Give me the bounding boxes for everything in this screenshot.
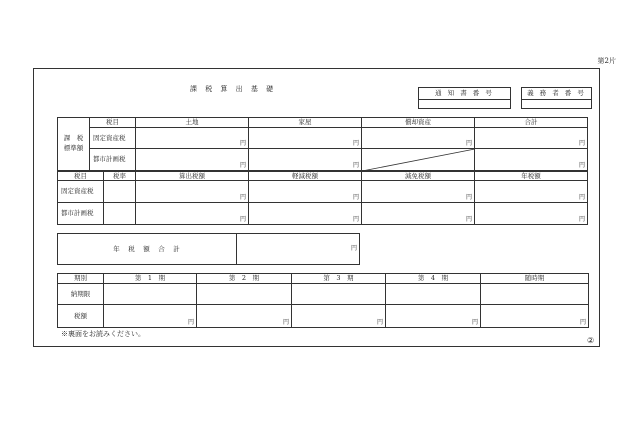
installment-table xyxy=(57,273,589,328)
standard-col-depreciable: 償却資産 xyxy=(362,118,475,128)
annual-total-table xyxy=(57,233,360,265)
note-text: ※裏面をお読みください。 xyxy=(61,330,145,338)
standard-col-total: 合計 xyxy=(475,118,588,128)
yen-unit: 円 xyxy=(475,181,588,203)
annual-total-label: 年 税 額 合 計 xyxy=(58,234,237,265)
yen-unit: 円 xyxy=(249,128,362,149)
amount-label: 税額 xyxy=(58,305,104,328)
page-label: 第2片 xyxy=(597,57,616,65)
yen-unit: 円 xyxy=(481,305,589,328)
standard-tax-item-header: 税目 xyxy=(90,118,136,128)
yen-unit: 円 xyxy=(362,203,475,225)
yen-unit: 円 xyxy=(237,234,360,265)
period-header: 期別 xyxy=(58,274,104,284)
taxpayer-number-box xyxy=(521,87,592,109)
calc-col-computed: 算出税額 xyxy=(136,172,249,181)
yen-unit: 円 xyxy=(475,149,588,171)
yen-unit: 円 xyxy=(104,305,197,328)
calc-col-reduction: 軽減税額 xyxy=(249,172,362,181)
form-title: 課 税 算 出 基 礎 xyxy=(190,85,277,93)
yen-unit: 円 xyxy=(136,149,249,171)
yen-unit: 円 xyxy=(249,181,362,203)
due-date-cell xyxy=(481,284,589,305)
period-1: 第 1 期 xyxy=(104,274,197,284)
rate-cell xyxy=(104,203,136,225)
standard-col-land: 土地 xyxy=(136,118,249,128)
period-4: 第 4 期 xyxy=(386,274,481,284)
page-mark: ② xyxy=(587,336,595,345)
standard-col-house: 家屋 xyxy=(249,118,362,128)
yen-unit: 円 xyxy=(362,128,475,149)
due-date-cell xyxy=(104,284,197,305)
yen-unit: 円 xyxy=(136,181,249,203)
standard-row-city-planning: 都市計画税 xyxy=(90,149,136,171)
yen-unit: 円 xyxy=(362,181,475,203)
calc-col-exemption: 減免税額 xyxy=(362,172,475,181)
yen-unit: 円 xyxy=(386,305,481,328)
yen-unit: 円 xyxy=(292,305,386,328)
calc-row-fixed-asset: 固定資産税 xyxy=(58,181,104,203)
notice-number-box xyxy=(418,87,511,109)
period-occasional: 随時期 xyxy=(481,274,589,284)
yen-unit: 円 xyxy=(475,203,588,225)
due-date-cell xyxy=(386,284,481,305)
notice-number-label: 通 知 書 番 号 xyxy=(419,88,510,100)
yen-unit: 円 xyxy=(197,305,292,328)
calc-rate-header: 税率 xyxy=(104,172,136,181)
calc-row-city-planning: 都市計画税 xyxy=(58,203,104,225)
yen-unit: 円 xyxy=(136,203,249,225)
tax-calc-table xyxy=(57,171,588,225)
yen-unit: 円 xyxy=(249,203,362,225)
calc-col-annual: 年税額 xyxy=(475,172,588,181)
yen-unit: 円 xyxy=(475,128,588,149)
rate-cell xyxy=(104,181,136,203)
diagonal-strike xyxy=(362,149,475,171)
calc-tax-item-header: 税目 xyxy=(58,172,104,181)
taxpayer-number-label: 義 務 者 番 号 xyxy=(522,88,591,100)
period-2: 第 2 期 xyxy=(197,274,292,284)
standard-row-fixed-asset: 固定資産税 xyxy=(90,128,136,149)
period-3: 第 3 期 xyxy=(292,274,386,284)
diagonal-cell xyxy=(362,149,475,171)
due-date-cell xyxy=(197,284,292,305)
tax-standard-table xyxy=(57,117,588,171)
due-date-cell xyxy=(292,284,386,305)
standard-row-header: 課 税 標準額 xyxy=(58,118,90,171)
due-date-label: 納期限 xyxy=(58,284,104,305)
yen-unit: 円 xyxy=(136,128,249,149)
yen-unit: 円 xyxy=(249,149,362,171)
